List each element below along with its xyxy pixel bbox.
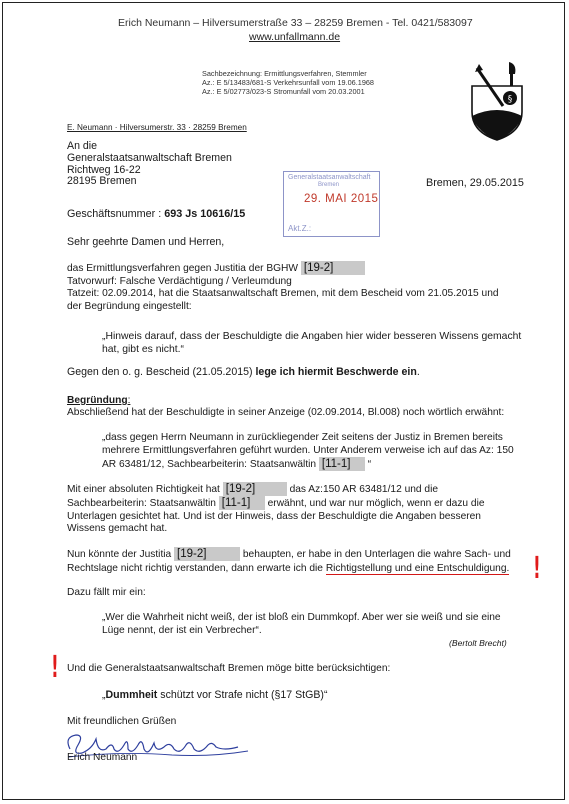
paragraph-2 — [67, 366, 420, 379]
quote-2 — [102, 432, 514, 472]
reference-line-3: Az.: E 5/02773/023-S Stromunfall vom 20.03.2001 — [202, 87, 365, 96]
p1-text-a: das Ermittlungsverfahren gegen Justitia der BGHW — [67, 263, 299, 274]
paragraph-1-line-1 — [67, 261, 499, 276]
svg-text:§: § — [507, 94, 513, 105]
begruendung-line-1: Abschließend hat der Beschuldigte in seiner Anzeige (02.09.2014, Bl.008) noch wörtlich erwähnt: — [67, 407, 505, 418]
case-number — [67, 208, 245, 220]
quote-4 — [102, 689, 327, 702]
paragraph-1-line-3: Tatzeit: 02.09.2014, hat die Staatsanwaltschaft Bremen, mit dem Bescheid vom 21.05.2015 und — [67, 288, 499, 299]
recipient-line-2: Generalstaatsanwaltschaft Bremen — [67, 151, 232, 164]
paragraph-2-period: . — [416, 366, 420, 378]
redaction-box: [11-1] — [219, 496, 265, 510]
place-date: Bremen, 29.05.2015 — [426, 177, 524, 189]
redaction-box: [19-2] — [223, 482, 287, 496]
redaction-box: [19-2] — [174, 547, 240, 561]
quote-2-line-2: mehrere Ermittlungsverfahren geführt wurden. Unter Anderem verweise ich auf das Az: 150 — [102, 444, 514, 456]
quote-3-line-1: „Wer die Wahrheit nicht weiß, der ist bloß ein Dummkopf. Aber wer sie weiß und sie eine — [102, 612, 501, 623]
sender-line: Erich Neumann – Hilversumerstraße 33 – 28259 Bremen - Tel. 0421/583097 — [118, 17, 473, 29]
quote-1 — [102, 330, 521, 356]
exclamation-mark-icon: ! — [51, 650, 59, 685]
p4-text-c: Rechtslage nicht richtig verstanden, dann erwarte ich die — [67, 563, 323, 574]
quote-2-line-1: „dass gegen Herrn Neumann in zurückliegender Zeit seitens der Justiz in Bremen bereits — [102, 432, 503, 443]
reference-line-1: Sachbezeichnung: Ermittlungsverfahren, Stemmler — [202, 69, 367, 78]
stamp-date: 29. MAI 2015 — [304, 193, 379, 205]
quote-4-bold: Dummheit — [105, 689, 158, 701]
begruendung-colon: : — [127, 395, 131, 406]
stamp-line-1: Generalstaatsanwaltschaft — [288, 174, 371, 181]
p3-text-b: das Az:150 AR 63481/12 und die — [289, 484, 438, 495]
paragraph-4 — [67, 547, 511, 576]
q2-text-a: AR 63481/12, Sachbearbeiterin: Staatsanwältin — [102, 459, 317, 470]
quote-2-line-3 — [102, 457, 514, 472]
paragraph-3-line-1 — [67, 482, 485, 496]
redaction-box: [19-2] — [301, 261, 365, 275]
paragraph-1-line-2: Tatvorwurf: Falsche Verdächtigung / Verleumdung — [67, 275, 292, 287]
reference-block — [202, 69, 374, 96]
p3-text-c: Sachbearbeiterin: Staatsanwältin — [67, 498, 216, 510]
quote-4-rest: schützt vor Strafe nicht (§17 StGB)“ — [157, 689, 328, 701]
quote-3 — [102, 611, 501, 637]
paragraph-3 — [67, 482, 485, 535]
closing: Mit freundlichen Grüßen — [67, 716, 177, 727]
highlighted-demand: Richtigstellung und eine Entschuldigung. — [325, 563, 510, 574]
paragraph-1-line-4: der Begründung eingestellt: — [67, 300, 192, 312]
website-link[interactable]: www.unfallmann.de — [249, 31, 341, 43]
case-number-label: Geschäftsnummer : — [67, 208, 162, 220]
exclamation-mark-icon: ! — [533, 551, 541, 586]
salutation: Sehr geehrte Damen und Herren, — [67, 236, 225, 248]
paragraph-3-line-2 — [67, 496, 485, 510]
begruendung-heading-text: Begründung — [67, 395, 128, 406]
paragraph-1 — [67, 261, 499, 313]
q2-close-quote: “ — [367, 459, 372, 470]
quote-1-line-2: hat, gibt es nicht.“ — [102, 344, 185, 355]
paragraph-2-bold: lege ich hiermit Beschwerde ein — [255, 366, 417, 378]
redaction-box: [11-1] — [319, 457, 365, 471]
p3-text-d: erwähnt, und war nur möglich, wenn er dazu die — [267, 498, 485, 510]
return-address: E. Neumann · Hilversumerstr. 33 · 28259 Bremen — [67, 123, 247, 132]
paragraph-4-line-1 — [67, 547, 511, 562]
paragraph-5: Und die Generalstaatsanwaltschaft Bremen möge bitte berücksichtigen: — [67, 663, 391, 674]
begruendung-heading — [67, 395, 130, 408]
paragraph-3-line-3: Unterlagen gesichtet hat. Und ist der Hinweis, dass der Beschuldigte die Angaben besseren — [67, 510, 481, 522]
dazu-line: Dazu fällt mir ein: — [67, 587, 146, 598]
paragraph-3-line-4: Wissens gemacht hat. — [67, 522, 168, 534]
quote-1-line-1: „Hinweis darauf, dass der Beschuldigte die Angaben hier wider besseren Wissens gemacht — [102, 331, 522, 342]
case-number-value: 693 Js 10616/15 — [164, 208, 246, 220]
quote-4-open: „ — [102, 689, 106, 701]
recipient-line-4: 28195 Bremen — [67, 175, 137, 188]
quote-3-line-2: Lüge nennt, der ist ein Verbrecher“. — [102, 625, 262, 636]
p4-text-a: Nun könnte der Justitia — [67, 549, 172, 560]
stamp-line-2: Bremen — [318, 182, 340, 188]
paragraph-2-text: Gegen den o. g. Bescheid (21.05.2015) — [67, 366, 253, 378]
signature-name: Erich Neumann — [67, 752, 138, 763]
recipient-line-1: An die — [67, 140, 98, 152]
stamp-az: Akt.Z.: — [288, 224, 312, 233]
recipient-line-3: Richtweg 16-22 — [67, 163, 141, 176]
recipient-address — [67, 141, 232, 188]
reference-line-2: Az.: E 5/13483/681-S Verkehrsunfall vom 19.06.1968 — [202, 78, 374, 87]
crest-logo-icon — [469, 60, 525, 142]
quote-author: (Bertolt Brecht) — [449, 638, 507, 648]
received-stamp — [283, 171, 380, 237]
p3-text-a: Mit einer absoluten Richtigkeit hat — [67, 484, 220, 495]
p4-text-b: behaupten, er habe in den Unterlagen die wahre Sach- und — [242, 549, 511, 560]
paragraph-4-line-2 — [67, 562, 511, 576]
